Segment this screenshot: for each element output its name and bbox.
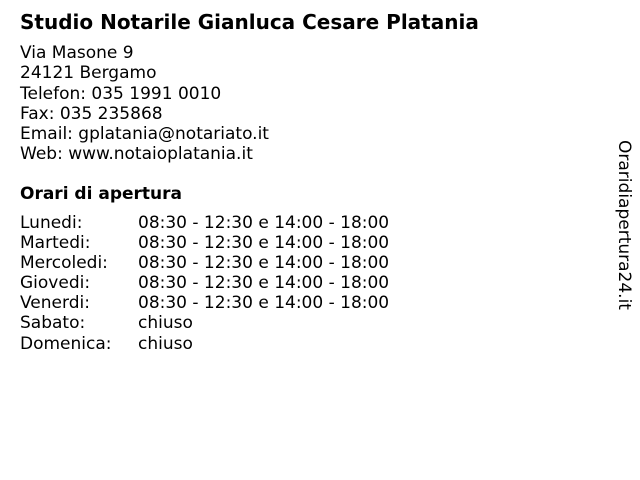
contact-block	[20, 43, 269, 165]
time-value: 08:30 - 12:30 e 14:00 - 18:00	[138, 253, 390, 274]
address-street: Via Masone 9	[20, 43, 134, 63]
phone-number: Telefon: 035 1991 0010	[20, 83, 222, 104]
day-label: Giovedi:	[20, 273, 91, 294]
address-city: 24121 Bergamo	[20, 63, 157, 84]
time-value: chiuso	[138, 333, 193, 354]
email-address: Email: gplatania@notariato.it	[20, 124, 269, 145]
day-label: Martedi:	[20, 233, 91, 254]
day-label: Mercoledi:	[20, 253, 108, 274]
time-value: 08:30 - 12:30 e 14:00 - 18:00	[138, 293, 390, 314]
day-label: Venerdi:	[20, 293, 90, 314]
site-watermark: Oraridiapertura24.it	[614, 140, 634, 310]
website-address: Web: www.notaioplatania.it	[20, 144, 253, 165]
opening-hours-heading: Orari di apertura	[20, 184, 182, 204]
fax-number: Fax: 035 235868	[20, 103, 163, 124]
day-label: Domenica:	[20, 333, 112, 354]
day-label: Lunedi:	[20, 213, 83, 233]
time-value: 08:30 - 12:30 e 14:00 - 18:00	[138, 213, 390, 233]
time-value: 08:30 - 12:30 e 14:00 - 18:00	[138, 233, 390, 254]
day-label: Sabato:	[20, 313, 86, 334]
studio-title: Studio Notarile Gianluca Cesare Platania	[20, 10, 479, 34]
time-value: 08:30 - 12:30 e 14:00 - 18:00	[138, 273, 390, 294]
time-value: chiuso	[138, 313, 193, 334]
